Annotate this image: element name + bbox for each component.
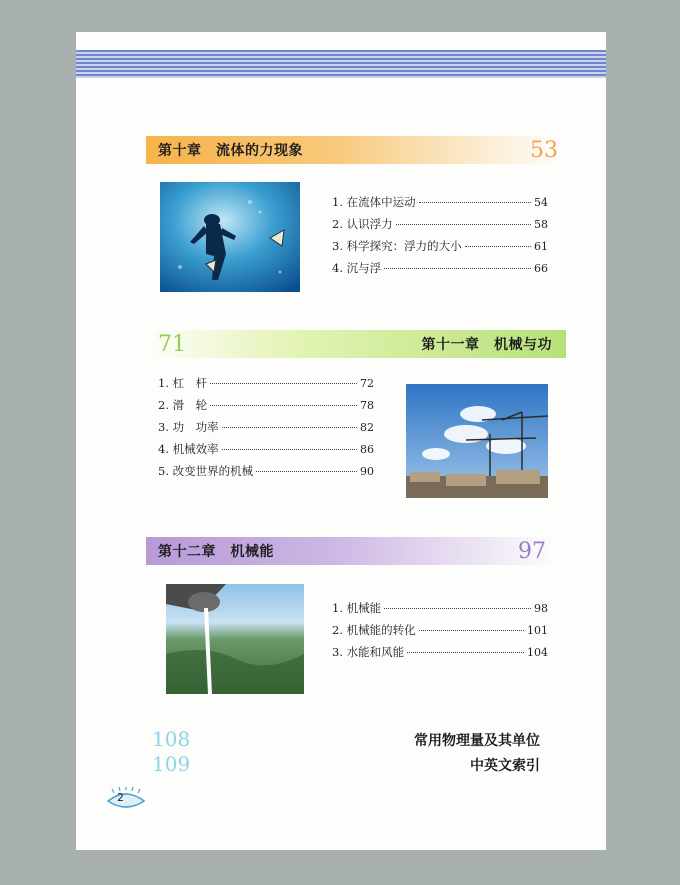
appendix-title[interactable]: 中英文索引 bbox=[470, 758, 540, 774]
dot-leader bbox=[384, 608, 531, 609]
toc-item-label: 4. 机械效率 bbox=[158, 442, 219, 456]
toc-item-label: 1. 在流体中运动 bbox=[332, 195, 416, 209]
tower-cranes-photo bbox=[406, 384, 548, 498]
diver-underwater-photo bbox=[160, 182, 300, 292]
toc-item-label: 2. 滑 轮 bbox=[158, 398, 208, 412]
toc-item-label: 1. 杠 杆 bbox=[158, 376, 208, 390]
dot-leader bbox=[222, 449, 357, 450]
toc-item-page: 72 bbox=[360, 377, 374, 390]
toc-item-page: 86 bbox=[360, 443, 374, 456]
toc-item[interactable] bbox=[158, 397, 374, 419]
chapter-11-toc bbox=[158, 375, 374, 485]
dot-leader bbox=[407, 652, 524, 653]
toc-item[interactable] bbox=[158, 419, 374, 441]
toc-item[interactable] bbox=[332, 622, 548, 644]
toc-item[interactable] bbox=[332, 260, 548, 282]
dot-leader bbox=[210, 405, 357, 406]
page-number: 2 bbox=[117, 791, 124, 804]
chapter-11-title: 第十一章 机械与功 bbox=[421, 337, 552, 353]
toc-item[interactable] bbox=[158, 375, 374, 397]
chapter-12-banner bbox=[146, 537, 556, 565]
dot-leader bbox=[256, 471, 357, 472]
toc-item-page: 61 bbox=[534, 240, 548, 253]
toc-item[interactable] bbox=[332, 644, 548, 666]
eye-icon bbox=[106, 787, 146, 813]
appendix-titles bbox=[414, 729, 540, 779]
toc-item-label: 2. 机械能的转化 bbox=[332, 623, 416, 637]
toc-item-page: 101 bbox=[527, 624, 548, 637]
chapter-12-page: 97 bbox=[518, 538, 546, 564]
header-stripe bbox=[76, 50, 606, 78]
dot-leader bbox=[210, 383, 357, 384]
chapter-11-page: 71 bbox=[158, 331, 186, 357]
toc-item-label: 3. 功 功率 bbox=[158, 420, 219, 434]
toc-item-page: 104 bbox=[527, 646, 548, 659]
appendix-page-numbers bbox=[152, 727, 190, 777]
appendix-title[interactable]: 常用物理量及其单位 bbox=[414, 733, 540, 749]
toc-item[interactable] bbox=[158, 441, 374, 463]
chapter-10-banner bbox=[146, 136, 556, 164]
toc-item-page: 58 bbox=[534, 218, 548, 231]
dot-leader bbox=[222, 427, 357, 428]
chapter-10-toc bbox=[332, 194, 548, 282]
toc-item-label: 1. 机械能 bbox=[332, 601, 382, 615]
chapter-11-banner bbox=[148, 330, 566, 358]
chapter-10-title: 第十章 流体的力现象 bbox=[158, 143, 303, 159]
toc-item-label: 2. 认识浮力 bbox=[332, 217, 393, 231]
chapter-12-toc bbox=[332, 600, 548, 666]
toc-item-page: 90 bbox=[360, 465, 374, 478]
toc-item-page: 98 bbox=[534, 602, 548, 615]
toc-item-page: 78 bbox=[360, 399, 374, 412]
dot-leader bbox=[384, 268, 531, 269]
toc-item[interactable] bbox=[332, 194, 548, 216]
toc-item-page: 66 bbox=[534, 262, 548, 275]
dot-leader bbox=[396, 224, 531, 225]
page-number-badge bbox=[106, 787, 146, 813]
toc-item-label: 3. 水能和风能 bbox=[332, 645, 405, 659]
toc-item-label: 4. 沉与浮 bbox=[332, 261, 382, 275]
toc-item[interactable] bbox=[332, 216, 548, 238]
chapter-12-title: 第十二章 机械能 bbox=[158, 544, 274, 560]
dot-leader bbox=[465, 246, 531, 247]
glider-aerial-photo bbox=[166, 584, 304, 694]
appendix-page: 108 bbox=[152, 727, 191, 751]
toc-item-label: 3. 科学探究：浮力的大小 bbox=[332, 239, 462, 253]
toc-item[interactable] bbox=[158, 463, 374, 485]
dot-leader bbox=[419, 202, 531, 203]
appendix-page: 109 bbox=[152, 752, 191, 776]
chapter-10-page: 53 bbox=[530, 137, 558, 163]
toc-item-label: 5. 改变世界的机械 bbox=[158, 464, 254, 478]
toc-item[interactable] bbox=[332, 600, 548, 622]
toc-item[interactable] bbox=[332, 238, 548, 260]
book-page bbox=[76, 32, 606, 850]
toc-item-page: 82 bbox=[360, 421, 374, 434]
toc-item-page: 54 bbox=[534, 196, 548, 209]
dot-leader bbox=[419, 630, 524, 631]
